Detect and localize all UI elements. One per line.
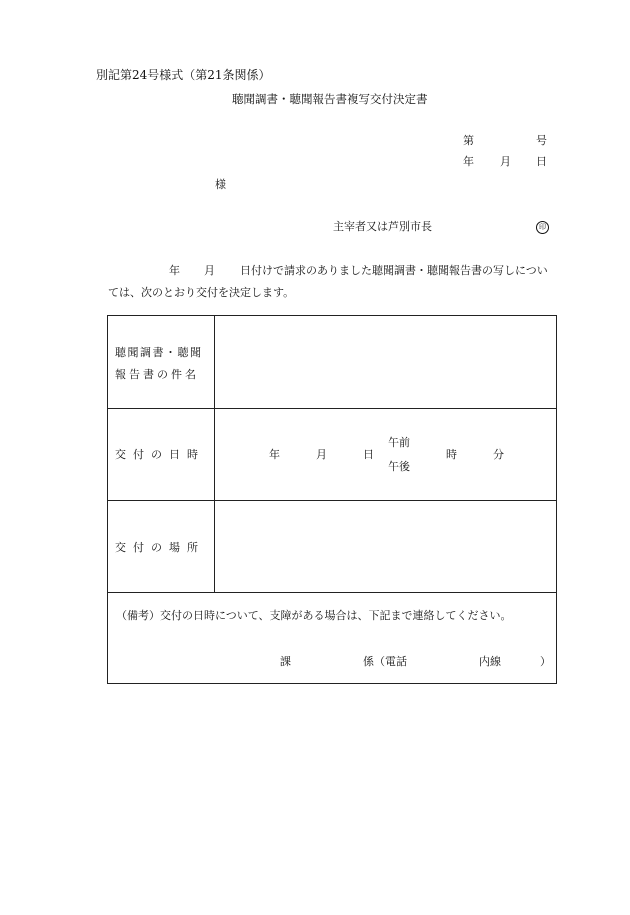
- date-day: 日: [536, 155, 547, 168]
- date-year: 年: [463, 155, 474, 168]
- datetime-label: 交付の日時: [115, 448, 205, 461]
- subject-value-cell[interactable]: [215, 316, 556, 408]
- body-line-2: ては、次のとおり交付を決定します。: [108, 286, 295, 299]
- doc-number-prefix: 第: [463, 134, 474, 147]
- dt-pm: 午後: [388, 460, 410, 473]
- dt-month: 月: [316, 448, 327, 461]
- dt-minute: 分: [493, 448, 504, 461]
- dt-year: 年: [269, 448, 280, 461]
- note-text: （備考）交付の日時について、支障がある場合は、下記まで連絡してください。: [116, 609, 512, 622]
- doc-number-suffix: 号: [536, 134, 547, 147]
- body-line-1: 日付けで請求のありました聴聞調書・聴聞報告書の写しについ: [240, 264, 548, 277]
- table-row-note: [108, 593, 556, 683]
- contact-team: 係（電話: [363, 655, 407, 668]
- subject-label-cell: [108, 316, 215, 408]
- place-value-cell[interactable]: [215, 501, 556, 592]
- document-title: 聴聞調書・聴聞報告書複写交付決定書: [232, 92, 428, 106]
- table-row-subject: [108, 316, 556, 409]
- seal-mark: [536, 220, 549, 234]
- contact-close: ）: [540, 655, 551, 668]
- place-label-cell: [108, 501, 215, 592]
- form-table: [107, 315, 557, 684]
- subject-label-line2: 報告書の件名: [115, 368, 199, 381]
- seal-icon: 印: [536, 221, 549, 234]
- form-reference: 別記第24号様式（第21条関係）: [96, 68, 271, 82]
- body-year: 年: [169, 264, 180, 277]
- contact-section: 課: [280, 655, 291, 668]
- dt-hour: 時: [446, 448, 457, 461]
- table-row-datetime: [108, 409, 556, 501]
- date-month: 月: [500, 155, 511, 168]
- addressee-honorific: 様: [215, 178, 226, 191]
- subject-label-line1: 聴聞調書・聴聞: [115, 346, 203, 359]
- contact-extension: 内線: [479, 655, 501, 668]
- dt-am: 午前: [388, 436, 410, 449]
- table-row-place: [108, 501, 556, 593]
- issuer-name: 主宰者又は芦別市長: [333, 220, 432, 233]
- place-label: 交付の場所: [115, 541, 205, 554]
- body-month: 月: [204, 264, 215, 277]
- datetime-label-cell: [108, 409, 215, 500]
- dt-day: 日: [363, 448, 374, 461]
